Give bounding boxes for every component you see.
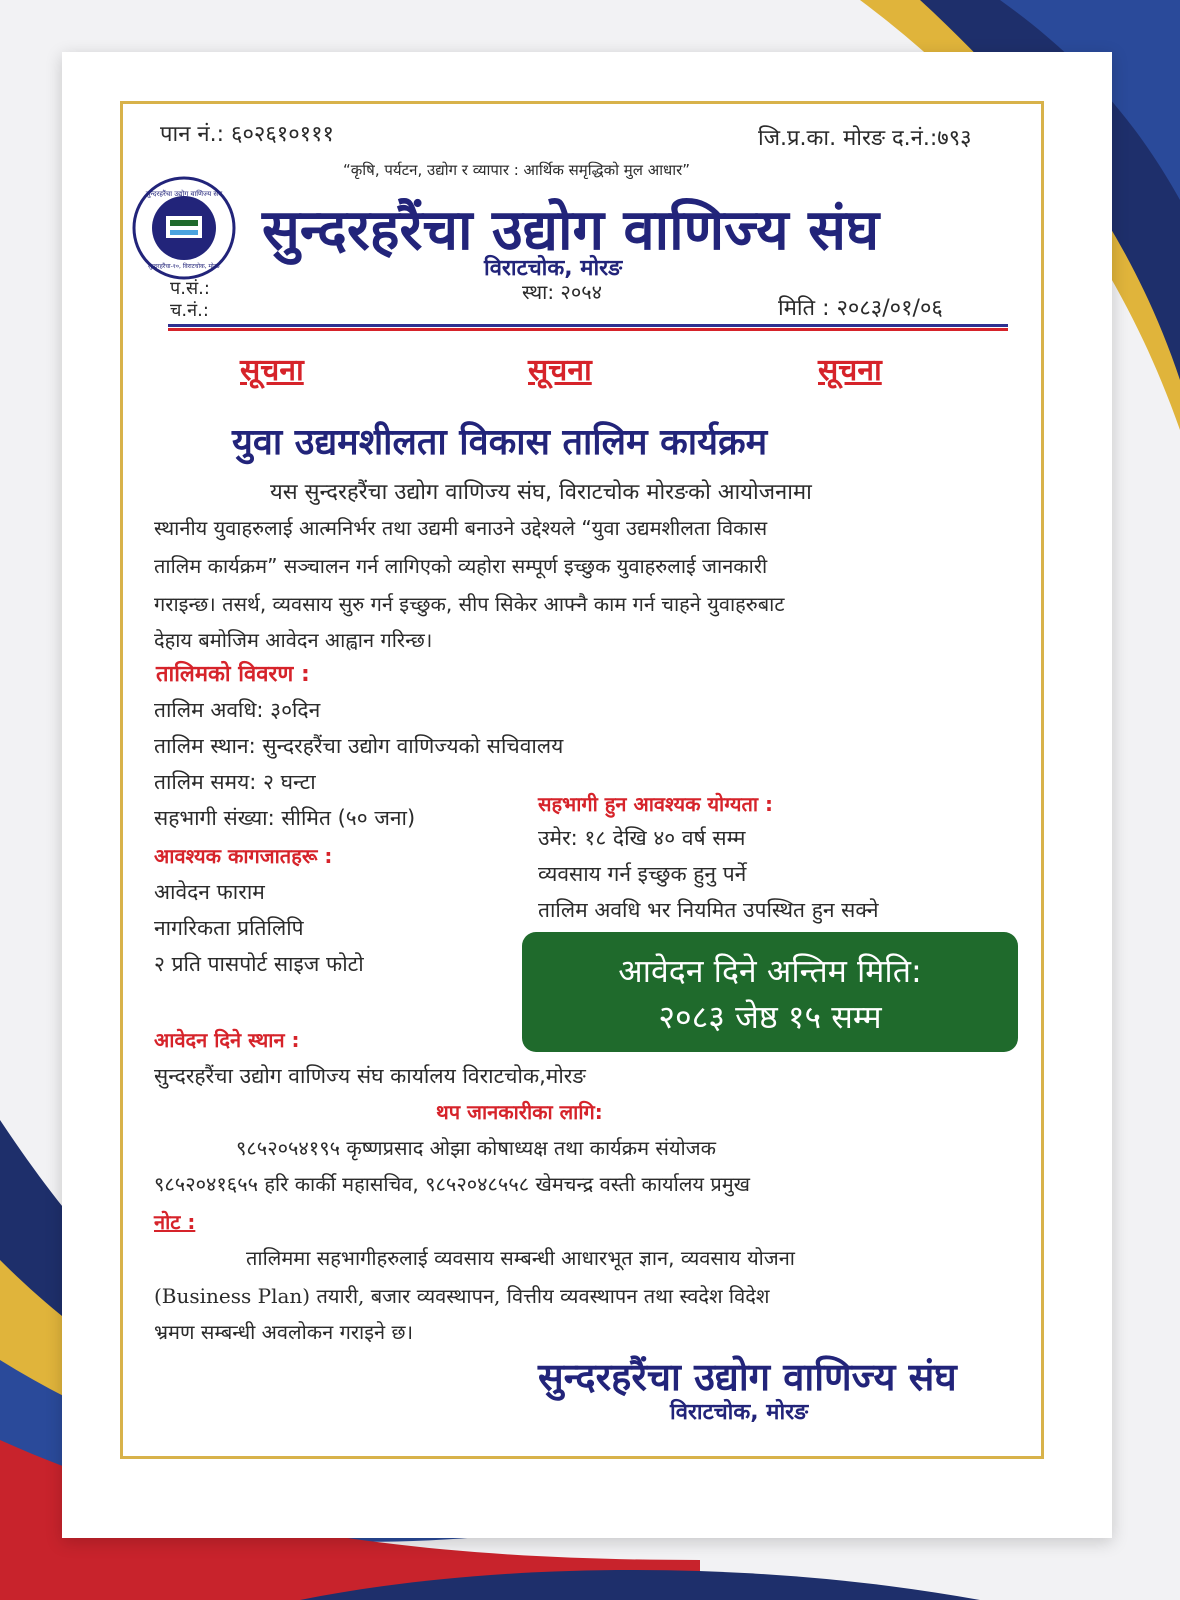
eligibility-item: व्यवसाय गर्न इच्छुक हुनु पर्ने xyxy=(538,862,747,886)
footer-organization-location: विराटचोक, मोरङ xyxy=(670,1400,809,1425)
note-line: भ्रमण सम्बन्धी अवलोकन गराइने छ। xyxy=(154,1320,414,1344)
program-title: युवा उद्यमशीलता विकास तालिम कार्यक्रम xyxy=(232,422,768,463)
document-item: आवेदन फाराम xyxy=(154,880,265,904)
training-details-heading: तालिमको विवरण : xyxy=(156,662,310,687)
document-item: नागरिकता प्रतिलिपि xyxy=(154,916,304,940)
footer-organization-name: सुन्दरहरैंचा उद्योग वाणिज्य संघ xyxy=(538,1355,957,1399)
notice-label: सूचना xyxy=(528,353,592,388)
eligibility-heading: सहभागी हुन आवश्यक योग्यता : xyxy=(538,792,773,816)
training-detail-item: तालिम स्थान: सुन्दरहरैंचा उद्योग वाणिज्यको सचिवालय xyxy=(154,734,564,758)
deadline-line: आवेदन दिने अन्तिम मिति: xyxy=(618,952,922,990)
dispatch-number: च.नं.: xyxy=(170,300,209,321)
eligibility-item: तालिम अवधि भर नियमित उपस्थित हुन सक्ने xyxy=(538,898,879,922)
notice-label: सूचना xyxy=(240,353,304,388)
organization-location: विराटचोक, मोरङ xyxy=(484,256,623,281)
header-divider-blue xyxy=(168,324,1008,327)
application-place-text: सुन्दरहरैंचा उद्योग वाणिज्य संघ कार्यालय विराटचोक,मोरङ xyxy=(154,1064,586,1088)
intro-line: देहाय बमोजिम आवेदन आह्वान गरिन्छ। xyxy=(154,628,433,652)
slogan: “कृषि, पर्यटन, उद्योग र व्यापार : आर्थिक समृद्धिको मुल आधार” xyxy=(343,161,691,179)
deadline-date: २०८३ जेष्ठ १५ सम्म xyxy=(658,998,882,1036)
note-line: (Business Plan) तयारी, बजार व्यवस्थापन, वित्तीय व्यवस्थापन तथा स्वदेश विदेश xyxy=(154,1284,770,1308)
seal-text-top: सुन्दरहरैंचा उद्योग वाणिज्य संघ xyxy=(145,190,223,198)
training-detail-item: तालिम समय: २ घन्टा xyxy=(154,770,316,794)
eligibility-item: उमेर: १८ देखि ४० वर्ष सम्म xyxy=(538,826,746,850)
note-heading: नोट : xyxy=(154,1210,196,1234)
intro-line: स्थानीय युवाहरुलाई आत्मनिर्भर तथा उद्यमी बनाउने उद्देश्यले “युवा उद्यमशीलता विकास xyxy=(154,516,768,540)
reference-number: प.सं.: xyxy=(170,278,210,299)
seal-text-bottom: सुन्दरहरैंचा-१०, विराटचोक, मोरङ xyxy=(148,263,220,270)
notice-date: मिति : २०८३/०१/०६ xyxy=(778,296,943,321)
contact-line: ९८५२०४१६५५ हरि कार्की महासचिव, ९८५२०४८५५८ खेमचन्द्र वस्ती कार्यालय प्रमुख xyxy=(154,1172,751,1196)
header-divider-red xyxy=(168,328,1008,331)
pan-number: पान नं.: ६०२६१०१११ xyxy=(160,122,334,147)
intro-line: गराइन्छ। तसर्थ, व्यवसाय सुरु गर्न इच्छुक, सीप सिकेर आफ्नै काम गर्न चाहने युवाहरुबाट xyxy=(154,592,785,616)
application-place-heading: आवेदन दिने स्थान : xyxy=(154,1028,300,1052)
deadline-box xyxy=(522,932,1018,1052)
registration-number: जि.प्र.का. मोरङ द.नं.:७९३ xyxy=(758,126,972,151)
organization-name: सुन्दरहरैंचा उद्योग वाणिज्य संघ xyxy=(262,198,880,263)
training-detail-item: तालिम अवधि: ३०दिन xyxy=(154,698,321,722)
intro-line: यस सुन्दरहरैंचा उद्योग वाणिज्य संघ, विराटचोक मोरङको आयोजनामा xyxy=(270,480,812,505)
established-year: स्था: २०५४ xyxy=(522,280,603,304)
note-line: तालिममा सहभागीहरुलाई व्यवसाय सम्बन्धी आधारभूत ज्ञान, व्यवसाय योजना xyxy=(246,1246,795,1270)
organization-seal-logo xyxy=(132,176,236,280)
training-detail-item: सहभागी संख्या: सीमित (५० जना) xyxy=(154,806,416,830)
contact-line: ९८५२०५४१९५ कृष्णप्रसाद ओझा कोषाध्यक्ष तथा कार्यक्रम संयोजक xyxy=(236,1136,716,1160)
notice-label: सूचना xyxy=(818,353,882,388)
more-info-heading: थप जानकारीका लागि: xyxy=(436,1100,603,1124)
documents-heading: आवश्यक कागजातहरू : xyxy=(154,844,333,868)
document-item: २ प्रति पासपोर्ट साइज फोटो xyxy=(154,952,364,976)
intro-line: तालिम कार्यक्रम” सञ्चालन गर्न लागिएको व्यहोरा सम्पूर्ण इच्छुक युवाहरुलाई जानकारी xyxy=(154,554,768,578)
